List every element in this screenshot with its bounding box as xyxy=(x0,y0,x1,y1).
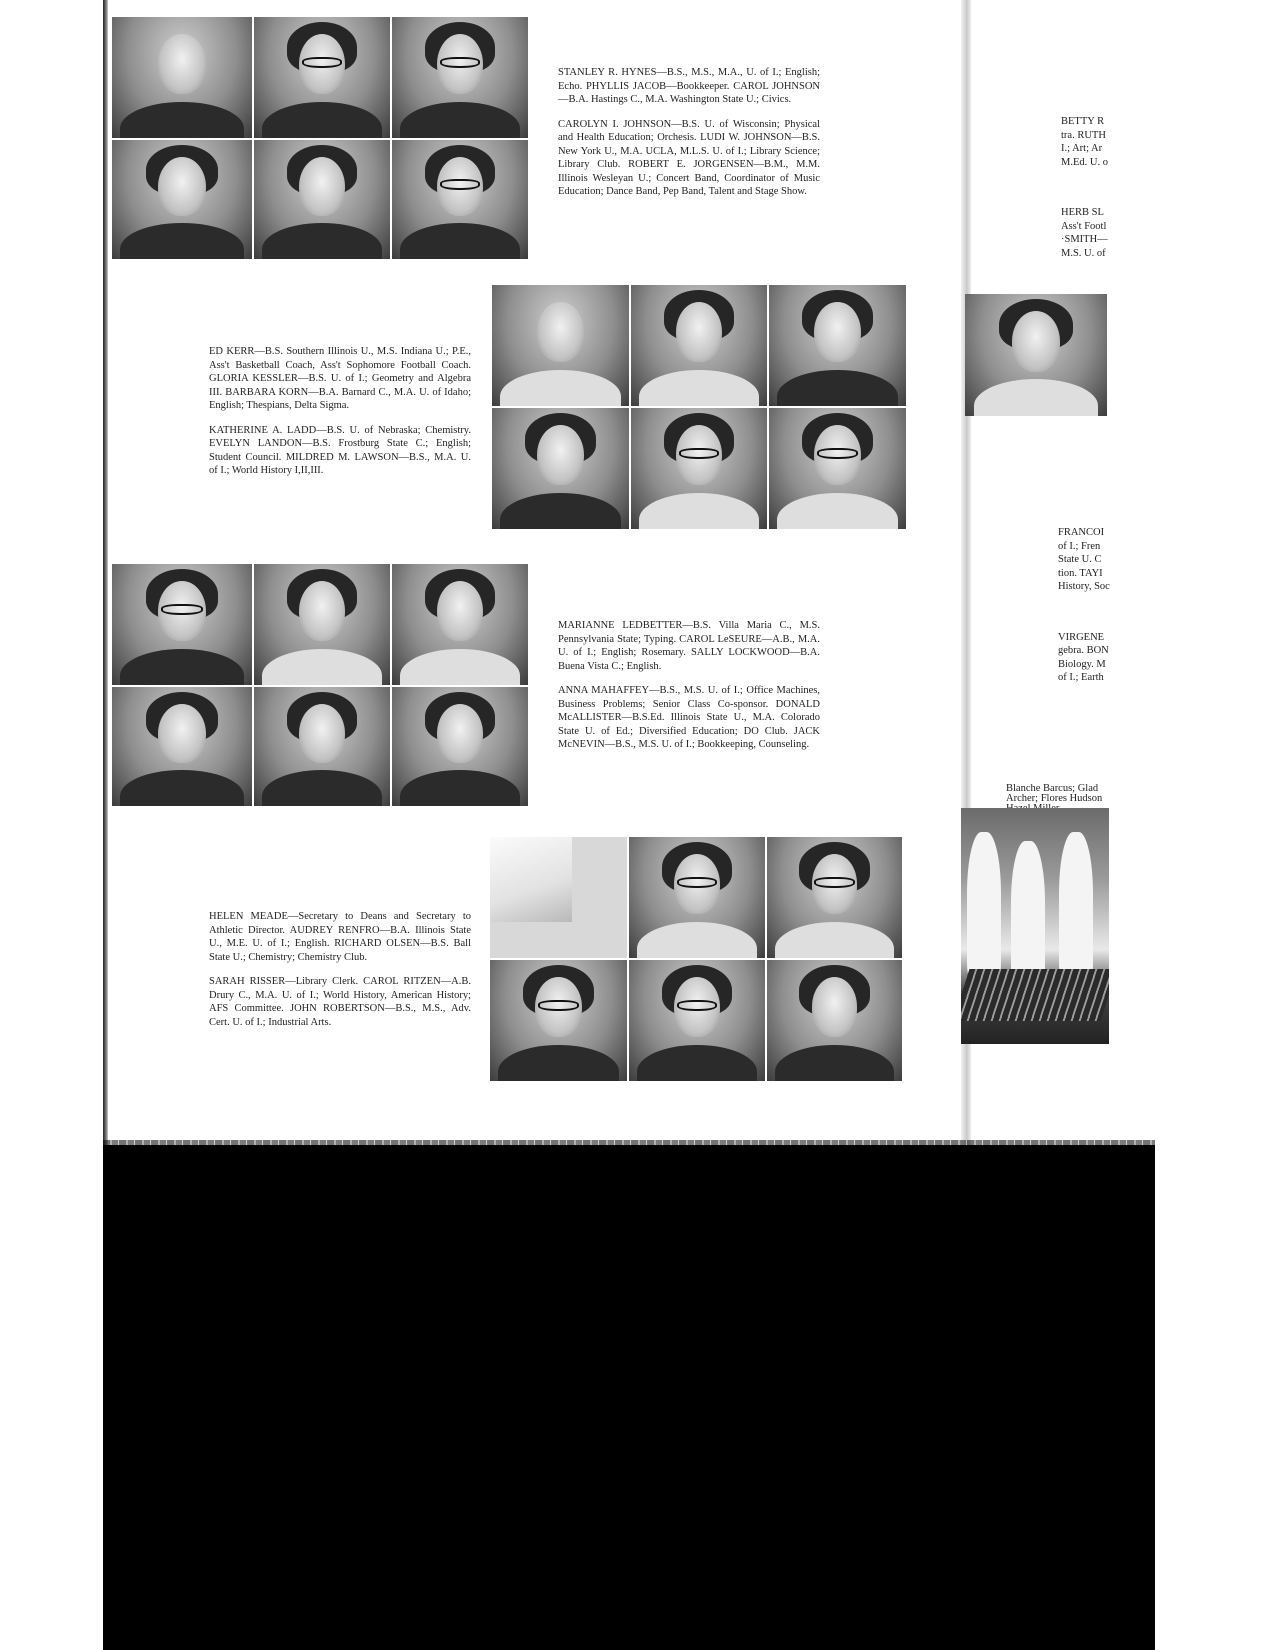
bio-paragraph: ED KERR—B.S. Southern Illinois U., M.S. Indiana U.; P.E., Ass't Basketball Coach, Ass't Sophomore Football Coach. GLORIA KESSLER—B.S. U. of I.; Geometry and Algebra III. BARBARA KORN—B.A. Barnard C., M.A. U. of Idaho; English; Thespians, Delta Sigma. xyxy=(209,346,471,411)
portrait-robert-jorgensen xyxy=(392,140,528,259)
binding-edge-left xyxy=(103,0,108,1150)
right-paragraph: HERB SL Ass't Footl ·SMITH— M.S. U. of xyxy=(1061,207,1108,259)
bio-paragraph: MARIANNE LEDBETTER—B.S. Villa Maria C., M.S. Pennsylvania State; Typing. CAROL LeSEURE—A.B., M.A. U. of I.; English; Rosemary. SALLY LOCKWOOD—B.A. Buena Vista C.; English. xyxy=(558,620,820,672)
bio-paragraph: STANLEY R. HYNES—B.S., M.S., M.A., U. of I.; English; Echo. PHYLLIS JACOB—Bookkeeper. CAROL JOHNSON—B.A. Hastings C., M.A. Washington State U.; Civics. xyxy=(558,67,820,105)
portrait-carol-ritzen xyxy=(629,960,765,1081)
bio-paragraph: ANNA MAHAFFEY—B.S., M.S. U. of I.; Office Machines, Business Problems; Senior Class Co-sponsor. DONALD McALLISTER—B.S.Ed. Illinois State U., M.A. Colorado State U. of Ed.; Diversified Education; DO Club. JACK McNEVIN—B.S., M.S. U. of I.; Bookkeeping, Counseling. xyxy=(558,685,820,750)
bio-text-3 xyxy=(558,619,820,763)
yearbook-scan xyxy=(103,0,1155,1650)
caption-text: Blanche Barcus; Glad Archer; Flores Hudson xyxy=(1006,783,1103,804)
portrait-grid-1 xyxy=(112,17,528,259)
portrait-carol-johnson xyxy=(392,17,528,138)
photo-papers xyxy=(490,837,627,958)
bio-paragraph: HELEN MEADE—Secretary to Deans and Secretary to Athletic Director. AUDREY RENFRO—B.A. Illinois State U., M.E. U. of I.; English. RICHARD OLSEN—B.S. Ball State U.; Chemistry; Chemistry Club. xyxy=(209,911,471,963)
portrait-evelyn-landon xyxy=(631,408,767,529)
right-paragraph: BETTY R tra. RUTH I.; Art; Ar M.Ed. U. o xyxy=(1061,116,1108,168)
portrait-ludi-johnson xyxy=(254,140,390,259)
portrait-stanley-hynes xyxy=(112,17,252,138)
scan-black-area xyxy=(103,1145,1155,1650)
group-photo xyxy=(961,808,1109,1044)
portrait-richard-olsen xyxy=(767,837,902,958)
portrait-grid-3 xyxy=(112,564,528,806)
portrait-grid-4 xyxy=(490,837,902,1081)
portrait-carol-leseure xyxy=(254,564,390,685)
portrait-sarah-risser xyxy=(490,960,627,1081)
right-portrait xyxy=(965,294,1107,416)
portrait-john-robertson xyxy=(767,960,902,1081)
portrait-audrey-renfro xyxy=(629,837,765,958)
bio-text-4 xyxy=(209,910,471,1040)
portrait-phyllis-jacob xyxy=(254,17,390,138)
portrait-grid-2 xyxy=(492,285,906,529)
portrait-jack-mcnevin xyxy=(392,687,528,806)
bio-text-2 xyxy=(209,345,471,489)
bio-text-1 xyxy=(558,66,820,210)
portrait-anna-mahaffey xyxy=(112,687,252,806)
bio-paragraph: KATHERINE A. LADD—B.S. U. of Nebraska; Chemistry. EVELYN LANDON—B.S. Frostburg State C.; English; Student Council. MILDRED M. LAWSON—B.S., M.A. U. of I.; World History I,II,III. xyxy=(209,424,471,476)
portrait-mildred-lawson xyxy=(769,408,906,529)
portrait-marianne-ledbetter xyxy=(112,564,252,685)
portrait-ed-kerr xyxy=(492,285,629,406)
portrait-carolyn-johnson xyxy=(112,140,252,259)
right-paragraph: VIRGENE gebra. BON Biology. M of I.; Earth xyxy=(1058,631,1109,683)
portrait-donald-mcallister xyxy=(254,687,390,806)
right-page-text-2 xyxy=(1058,499,1155,722)
portrait-barbara-korn xyxy=(769,285,906,406)
portrait-gloria-kessler xyxy=(631,285,767,406)
bio-paragraph: CAROLYN I. JOHNSON—B.S. U. of Wisconsin; Physical and Health Education; Orchesis. LUDI W. JOHNSON—B.S. New York U., M.A. UCLA, M.L.S. U. of I.; Library Science; Library Club. ROBERT E. JORGENSEN—B.M., M.M. Illinois Wesleyan U.; Concert Band, Coordinator of Music Education; Dance Band, Pep Band, Talent and Stage Show. xyxy=(558,118,820,197)
portrait-sally-lockwood xyxy=(392,564,528,685)
portrait-katherine-ladd xyxy=(492,408,629,529)
right-paragraph: FRANCOI of I.; Fren State U. C tion. TAYI History, Soc xyxy=(1058,527,1110,592)
right-page-text-1 xyxy=(1061,88,1155,297)
bio-paragraph: SARAH RISSER—Library Clerk. CAROL RITZEN—A.B. Drury C., M.A. U. of I.; World History, American History; AFS Committee. JOHN ROBERTSON—B.S., M.S., Adv. Cert. U. of I.; Industrial Arts. xyxy=(209,976,471,1028)
